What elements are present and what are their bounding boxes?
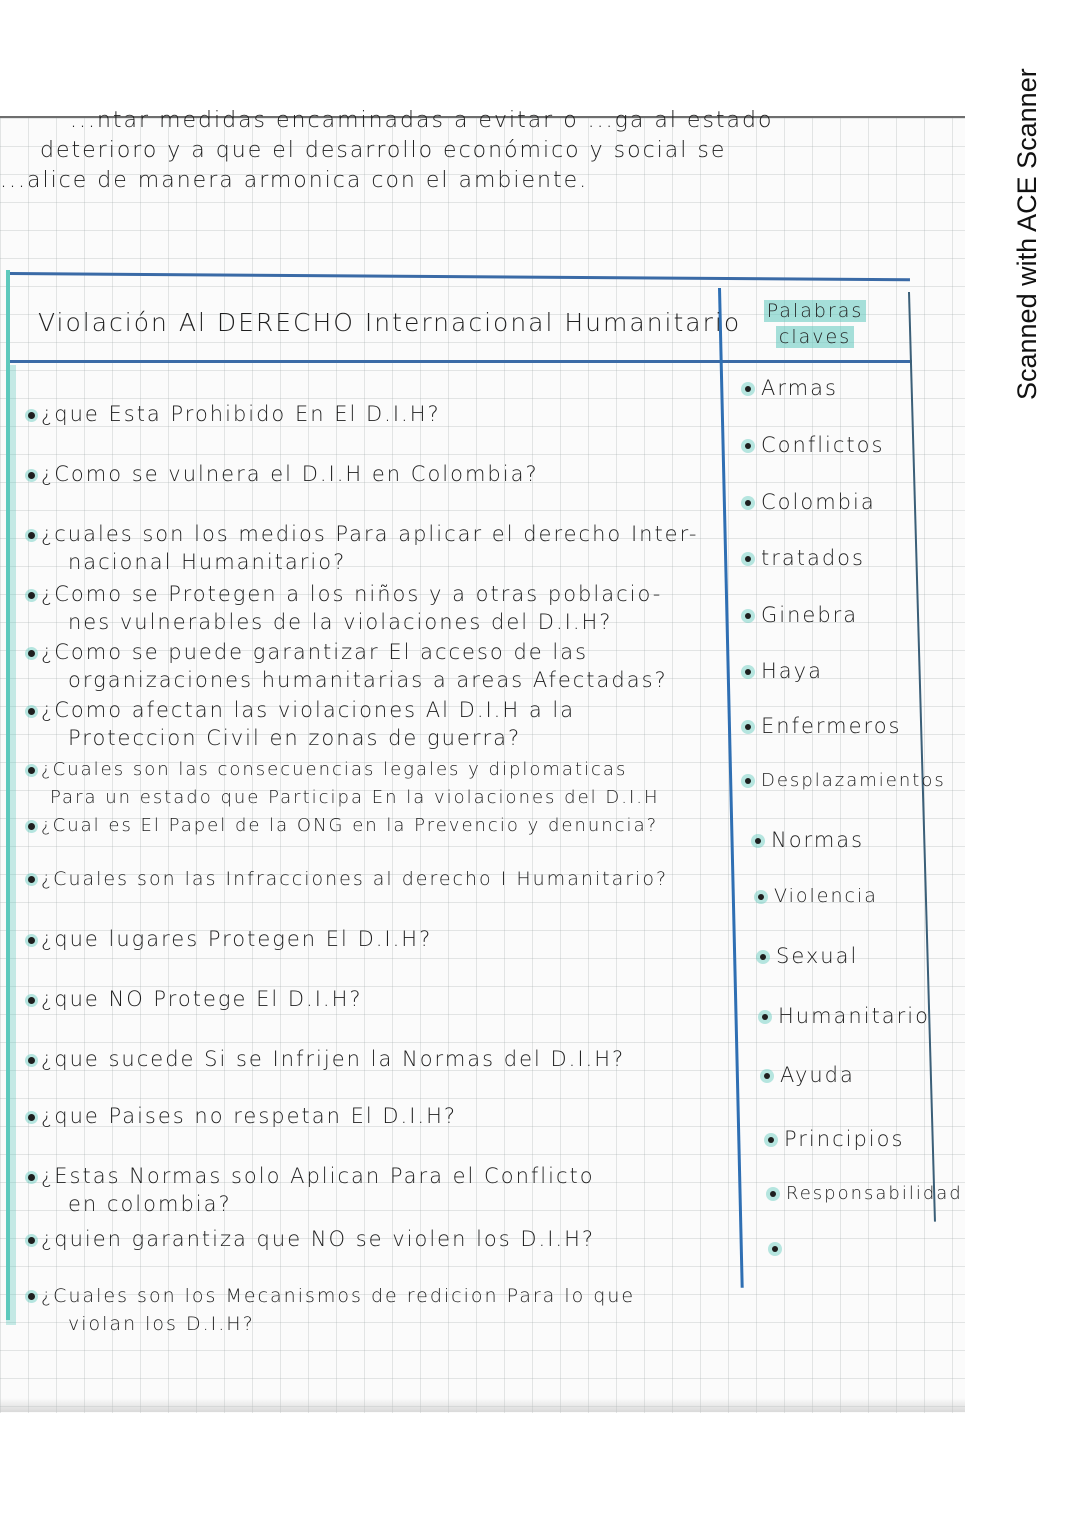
bullet-icon <box>28 937 35 944</box>
keyword-item: Responsabilidad <box>770 1183 963 1204</box>
bullet-icon <box>745 386 751 392</box>
table-top-border <box>10 272 910 281</box>
bullet-icon <box>745 669 751 675</box>
bullet-icon <box>755 838 761 844</box>
bullet-icon <box>28 767 35 774</box>
question-item: ¿que Paises no respetan El D.I.H? <box>28 1102 457 1130</box>
question-item: ¿quien garantiza que NO se violen los D.I.H? <box>28 1225 595 1253</box>
question-item: ¿que sucede Si se Infrijen la Normas del D.I.H? <box>28 1045 625 1073</box>
bullet-icon <box>770 1191 776 1197</box>
bullet-icon <box>28 592 35 599</box>
question-item: ¿Cuales son los Mecanismos de redicion Para lo que violan los D.I.H? <box>28 1282 635 1338</box>
question-item: ¿Como se puede garantizar El acceso de las organizaciones humanitarias a areas Afectadas? <box>28 638 668 694</box>
bullet-icon <box>28 997 35 1004</box>
bullet-icon <box>28 1237 35 1244</box>
bullet-icon <box>28 1174 35 1181</box>
keyword-item: Conflictos <box>745 433 884 457</box>
keywords-header-line: claves <box>776 326 854 348</box>
bullet-icon <box>768 1137 774 1143</box>
keyword-item: Humanitario <box>762 1004 930 1028</box>
bullet-icon <box>745 778 751 784</box>
keyword-item: Armas <box>745 376 838 400</box>
question-item: ¿cuales son los medios Para aplicar el derecho Inter- nacional Humanitario? <box>28 520 698 576</box>
question-item: ¿Cuales son las Infracciones al derecho I Humanitario? <box>28 865 668 893</box>
page-edge <box>0 1398 965 1412</box>
keyword-item: Ayuda <box>764 1063 855 1087</box>
keyword-item: Sexual <box>760 944 858 968</box>
bullet-icon <box>28 472 35 479</box>
bullet-icon <box>758 894 764 900</box>
keyword-item: Desplazamientos <box>745 770 946 791</box>
question-item: ¿Cuales son las consecuencias legales y diplomaticas Para un estado que Participa En la violaciones del D.I.H <box>28 756 660 812</box>
question-item: ¿Como afectan las violaciones Al D.I.H a la Proteccion Civil en zonas de guerra? <box>28 696 575 752</box>
notes-table <box>6 270 963 1335</box>
bullet-icon <box>28 650 35 657</box>
bullet-icon <box>745 556 751 562</box>
keyword-item: Violencia <box>758 885 878 907</box>
intro-line: ...alice de manera armonica con el ambiente. <box>0 168 589 193</box>
keyword-item: Haya <box>745 659 823 683</box>
column-divider <box>718 288 744 1288</box>
bullet-icon <box>28 412 35 419</box>
table-header-border <box>10 360 912 363</box>
bullet-icon <box>760 954 766 960</box>
keywords-header-line: Palabras <box>764 300 867 322</box>
bullet-icon <box>28 1114 35 1121</box>
bullet-icon <box>745 443 751 449</box>
bullet-icon <box>745 613 751 619</box>
keywords-header <box>740 298 890 350</box>
keyword-item: Colombia <box>745 490 876 514</box>
keyword-item: Enfermeros <box>745 714 902 738</box>
bullet-icon <box>762 1014 768 1020</box>
keyword-item <box>772 1236 788 1260</box>
bullet-icon <box>745 500 751 506</box>
bullet-icon <box>772 1246 778 1252</box>
scanner-watermark: Scanned with ACE Scanner <box>1012 68 1042 400</box>
bullet-icon <box>28 532 35 539</box>
question-item: ¿Cual es El Papel de la ONG en la Prevencio y denuncia? <box>28 812 658 840</box>
bullet-icon <box>28 823 35 830</box>
bullet-icon <box>28 708 35 715</box>
question-item: ¿Estas Normas solo Aplican Para el Conflicto en colombia? <box>28 1162 595 1218</box>
keyword-item: tratados <box>745 546 865 570</box>
bullet-icon <box>764 1073 770 1079</box>
question-item: ¿Como se Protegen a los niños y a otras poblacio- nes vulnerables de la violaciones del D.I.H? <box>28 580 662 636</box>
bullet-icon <box>28 1057 35 1064</box>
bullet-icon <box>28 876 35 883</box>
table-title: Violación Al DERECHO Internacional Humanitario <box>38 308 742 337</box>
keyword-item: Principios <box>768 1127 904 1151</box>
question-item: ¿que NO Protege El D.I.H? <box>28 985 363 1013</box>
bullet-icon <box>745 724 751 730</box>
margin-highlight <box>6 365 16 1325</box>
intro-line: deterioro y a que el desarrollo económico y social se <box>40 138 727 163</box>
question-item: ¿Como se vulnera el D.I.H en Colombia? <box>28 460 539 488</box>
bullet-icon <box>28 1293 35 1300</box>
question-item: ¿que lugares Protegen El D.I.H? <box>28 925 432 953</box>
keyword-item: Normas <box>755 828 864 852</box>
keyword-item: Ginebra <box>745 603 858 627</box>
intro-line: ...ntar medidas encaminadas a evitar o ...ga al estado <box>70 108 774 133</box>
question-item: ¿que Esta Prohibido En El D.I.H? <box>28 400 441 428</box>
